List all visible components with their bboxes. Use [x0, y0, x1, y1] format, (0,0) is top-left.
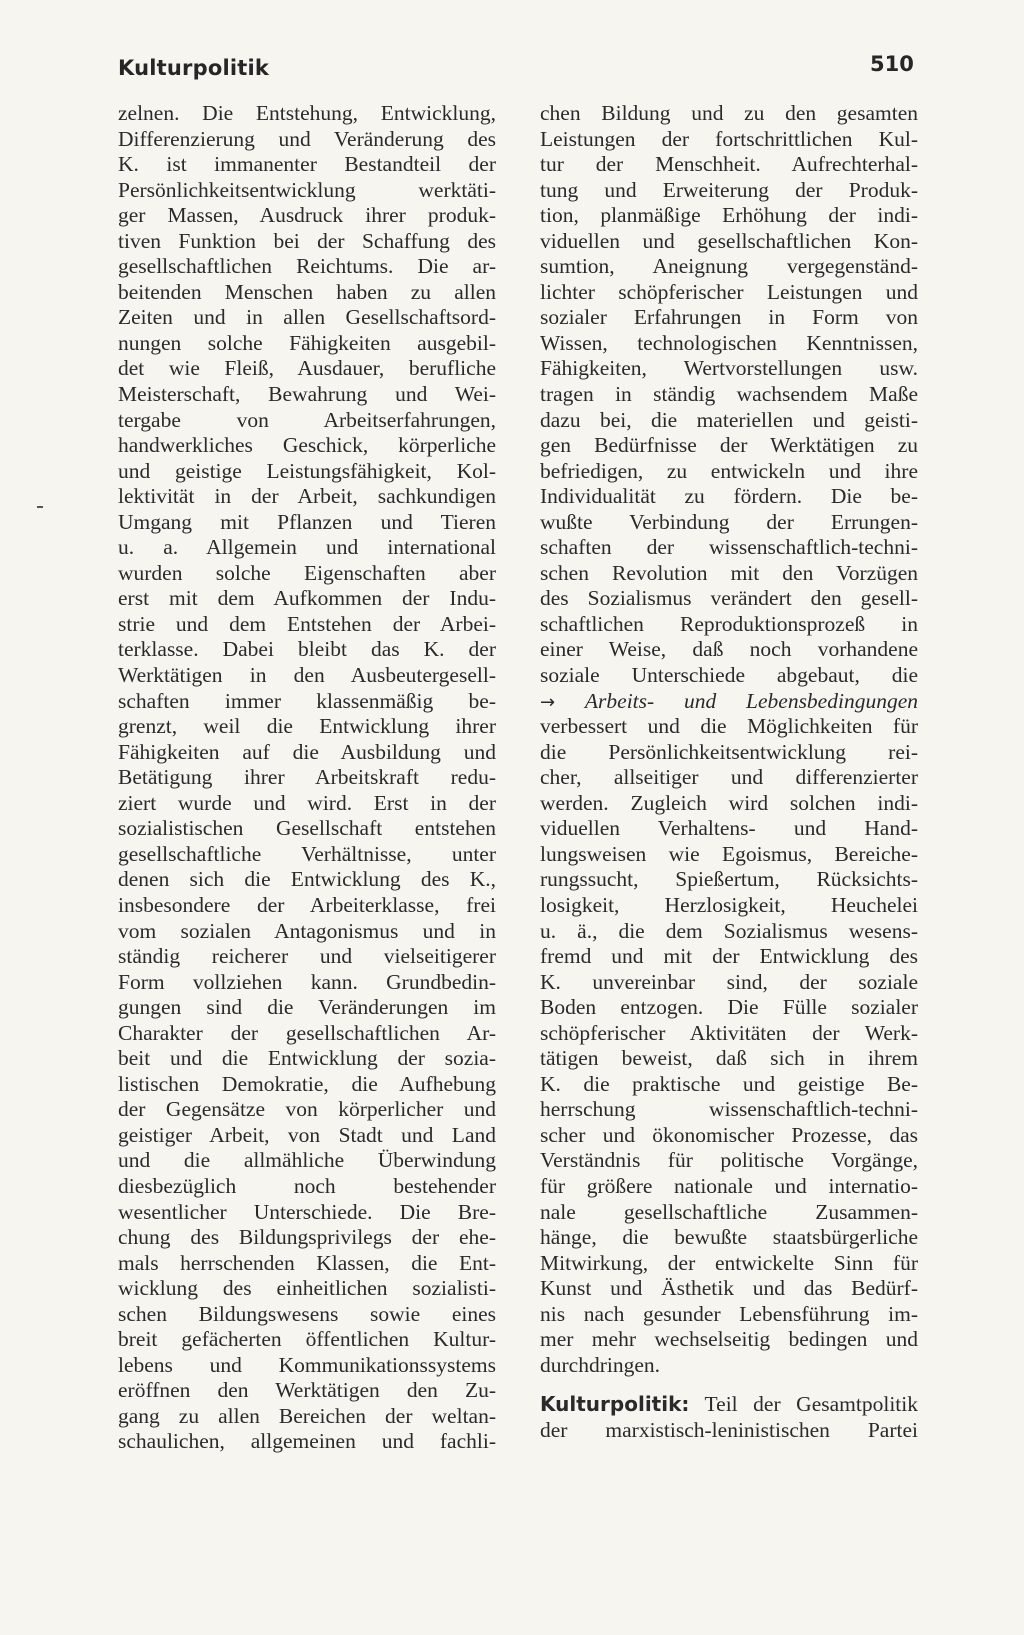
text-line: fremd und mit der Entwicklung des	[540, 944, 918, 969]
text-line: insbesondere der Arbeiterklasse, frei	[118, 892, 496, 917]
text-line: schaften immer klassenmäßig be-	[118, 688, 496, 713]
text-line: Betätigung ihrer Arbeitskraft redu-	[118, 765, 496, 790]
text-line: tiven Funktion bei der Schaffung des	[118, 228, 496, 253]
left-column	[118, 101, 496, 1455]
text-line: schaften der wissenschaftlich-techni-	[540, 535, 918, 560]
text-line: durchdringen.	[540, 1352, 661, 1377]
text-line: gen Bedürfnisse der Werktätigen zu	[540, 433, 918, 458]
text-line: losigkeit, Herzlosigkeit, Heuchelei	[540, 892, 918, 917]
text-line: nis nach gesunder Lebensführung im-	[540, 1301, 918, 1326]
text-line: werden. Zugleich wird solchen indi-	[540, 790, 918, 815]
text-line: tragen in ständig wachsendem Maße	[540, 382, 918, 407]
text-line: ger Massen, Ausdruck ihrer produk-	[118, 203, 496, 228]
text-line: diesbezüglich noch bestehender	[118, 1173, 496, 1198]
text-line: viduellen und gesellschaftlichen Kon-	[540, 228, 918, 253]
text-line: breit gefächerten öffentlichen Kultur-	[118, 1327, 496, 1352]
text-line: schen Bildungswesens sowie eines	[118, 1301, 496, 1326]
text-line: schöpferischer Aktivitäten der Werk-	[540, 1020, 918, 1045]
text-line: Kunst und Ästhetik und das Bedürf-	[540, 1276, 918, 1301]
text-line: lebens und Kommunikationssystems	[118, 1352, 496, 1377]
text-line: die Persönlichkeitsentwicklung rei-	[540, 739, 918, 764]
text-line: Charakter der gesellschaftlichen Ar-	[118, 1020, 496, 1045]
text-line: für größere nationale und internatio-	[540, 1173, 918, 1198]
text-line: geistiger Arbeit, von Stadt und Land	[118, 1122, 496, 1147]
text-line: Boden entzogen. Die Fülle sozialer	[540, 995, 918, 1020]
right-column-part1	[540, 101, 918, 689]
text-line: scher und ökonomischer Prozesse, das	[540, 1122, 918, 1147]
cross-reference: Arbeits- und Lebensbedingungen	[584, 688, 918, 713]
text-line: Umgang mit Pflanzen und Tieren	[118, 509, 496, 534]
text-line: handwerkliches Geschick, körperliche	[118, 433, 496, 458]
text-line: und geistige Leistungsfähigkeit, Kol-	[118, 458, 496, 483]
text-line: sumtion, Aneignung vergegenständ-	[540, 254, 918, 279]
text-line: des Sozialismus verändert den gesell-	[540, 586, 918, 611]
text-line: sozialistischen Gesellschaft entstehen	[118, 816, 496, 841]
text-line: wesentlicher Unterschiede. Die Bre-	[118, 1199, 496, 1224]
text-line: mer mehr wechselseitig bedingen und	[540, 1327, 918, 1352]
text-line: schaftlichen Reproduktionsprozeß in	[540, 611, 918, 636]
text-line: eröffnen den Werktätigen den Zu-	[118, 1378, 496, 1403]
text-line: denen sich die Entwicklung des K.,	[118, 867, 496, 892]
entry-headword: Kulturpolitik:	[540, 1392, 690, 1417]
text-line: det wie Fleiß, Ausdauer, berufliche	[118, 356, 496, 381]
text-line: gungen sind die Veränderungen im	[118, 995, 496, 1020]
text-line: terklasse. Dabei bleibt das K. der	[118, 637, 496, 662]
text-line: Zeiten und in allen Gesellschaftsord-	[118, 305, 496, 330]
text-line: u. a. Allgemein und international	[118, 535, 496, 560]
text-line: tergabe von Arbeitserfahrungen,	[118, 407, 496, 432]
text-line: Fähigkeiten, Wertvorstellungen usw.	[540, 356, 918, 381]
text-line: schen Revolution mit den Vorzügen	[540, 560, 918, 585]
text-line: Mitwirkung, der entwickelte Sinn für	[540, 1250, 918, 1275]
text-line: zelnen. Die Entstehung, Entwicklung,	[118, 101, 496, 125]
text-line: ständig reicherer und vielseitigerer	[118, 944, 496, 969]
text-line: verbessert und die Möglichkeiten für	[540, 714, 918, 739]
text-line: strie und dem Entstehen der Arbei-	[118, 611, 496, 636]
text-line: wußte Verbindung der Errungen-	[540, 509, 918, 534]
text-line: Form vollziehen kann. Grundbedin-	[118, 969, 496, 994]
text-line: soziale Unterschiede abgebaut, die	[540, 663, 918, 688]
text-line: vom sozialen Antagonismus und in	[118, 918, 496, 943]
entry-first-line	[540, 1392, 918, 1418]
text-line: der Gegensätze von körperlicher und	[118, 1097, 496, 1122]
text-line: K. ist immanenter Bestandteil der	[118, 152, 496, 177]
text-line: viduellen Verhaltens- und Hand-	[540, 816, 918, 841]
text-line: Werktätigen in den Ausbeutergesell-	[118, 663, 496, 688]
text-line: Persönlichkeitsentwicklung werktäti-	[118, 177, 496, 202]
text-line: dazu bei, die materiellen und geisti-	[540, 407, 918, 432]
text-line: sozialer Erfahrungen in Form von	[540, 305, 918, 330]
cross-reference-line	[540, 689, 918, 715]
text-line: wurden solche Eigenschaften aber	[118, 560, 496, 585]
text-line: schaulichen, allgemeinen und fachli-	[118, 1429, 496, 1454]
text-line: herrschung wissenschaftlich-techni-	[540, 1097, 918, 1122]
text-line: Meisterschaft, Bewahrung und Wei-	[118, 382, 496, 407]
text-line: ziert wurde und wird. Erst in der	[118, 790, 496, 815]
page-number: 510	[870, 52, 914, 76]
right-column	[540, 101, 918, 1443]
text-line: u. ä., die dem Sozialismus wesens-	[540, 918, 918, 943]
text-line: wicklung des einheitlichen sozialisti-	[118, 1276, 496, 1301]
text-line: nale gesellschaftliche Zusammen-	[540, 1199, 918, 1224]
text-line: chung des Bildungsprivilegs der ehe-	[118, 1225, 496, 1250]
arrow-right-icon: →	[540, 691, 556, 713]
text-line: gesellschaftliche Verhältnisse, unter	[118, 841, 496, 866]
text-line: tung und Erweiterung der Produk-	[540, 177, 918, 202]
text-line: tion, planmäßige Erhöhung der indi-	[540, 203, 918, 228]
text-line: beitenden Menschen haben zu allen	[118, 279, 496, 304]
text-line: tur der Menschheit. Aufrechterhal-	[540, 152, 918, 177]
text-line: Wissen, technologischen Kenntnissen,	[540, 330, 918, 355]
text-line: Fähigkeiten auf die Ausbildung und	[118, 739, 496, 764]
text-line: rungssucht, Spießertum, Rücksichts-	[540, 867, 918, 892]
entry-first-line-text: Teil der Gesamtpolitik	[689, 1392, 918, 1417]
text-line: Differenzierung und Veränderung des	[118, 126, 496, 151]
text-line: Verständnis für politische Vorgänge,	[540, 1148, 918, 1173]
text-line: und die allmähliche Überwindung	[118, 1148, 496, 1173]
text-line: gang zu allen Bereichen der weltan-	[118, 1403, 496, 1428]
text-line: K. unvereinbar sind, der soziale	[540, 969, 918, 994]
text-line: nungen solche Fähigkeiten ausgebil-	[118, 330, 496, 355]
text-line: hänge, die bewußte staatsbürgerliche	[540, 1225, 918, 1250]
text-line: lichter schöpferischer Leistungen und	[540, 279, 918, 304]
text-line: gesellschaftlichen Reichtums. Die ar-	[118, 254, 496, 279]
text-line: lektivität in der Arbeit, sachkundigen	[118, 484, 496, 509]
margin-mark	[37, 506, 43, 508]
text-line: cher, allseitiger und differenzierter	[540, 765, 918, 790]
text-line: einer Weise, daß noch vorhandene	[540, 637, 918, 662]
text-line: tätigen beweist, daß sich in ihrem	[540, 1046, 918, 1071]
text-line: K. die praktische und geistige Be-	[540, 1071, 918, 1096]
text-line: befriedigen, zu entwickeln und ihre	[540, 458, 918, 483]
text-line: erst mit dem Aufkommen der Indu-	[118, 586, 496, 611]
text-line: Individualität zu fördern. Die be-	[540, 484, 918, 509]
entry-continuation: der marxistisch-leninistischen Partei	[540, 1417, 918, 1442]
text-line: beit und die Entwicklung der sozia-	[118, 1046, 496, 1071]
text-line: Leistungen der fortschrittlichen Kul-	[540, 126, 918, 151]
text-line: grenzt, weil die Entwicklung ihrer	[118, 714, 496, 739]
paragraph-gap	[540, 1378, 918, 1392]
right-column-part2	[540, 714, 918, 1378]
running-head: Kulturpolitik	[118, 56, 270, 80]
text-line: chen Bildung und zu den gesamten	[540, 101, 918, 125]
text-line: lungsweisen wie Egoismus, Bereiche-	[540, 841, 918, 866]
text-line: listischen Demokratie, die Aufhebung	[118, 1071, 496, 1096]
text-line: mals herrschenden Klassen, die Ent-	[118, 1250, 496, 1275]
